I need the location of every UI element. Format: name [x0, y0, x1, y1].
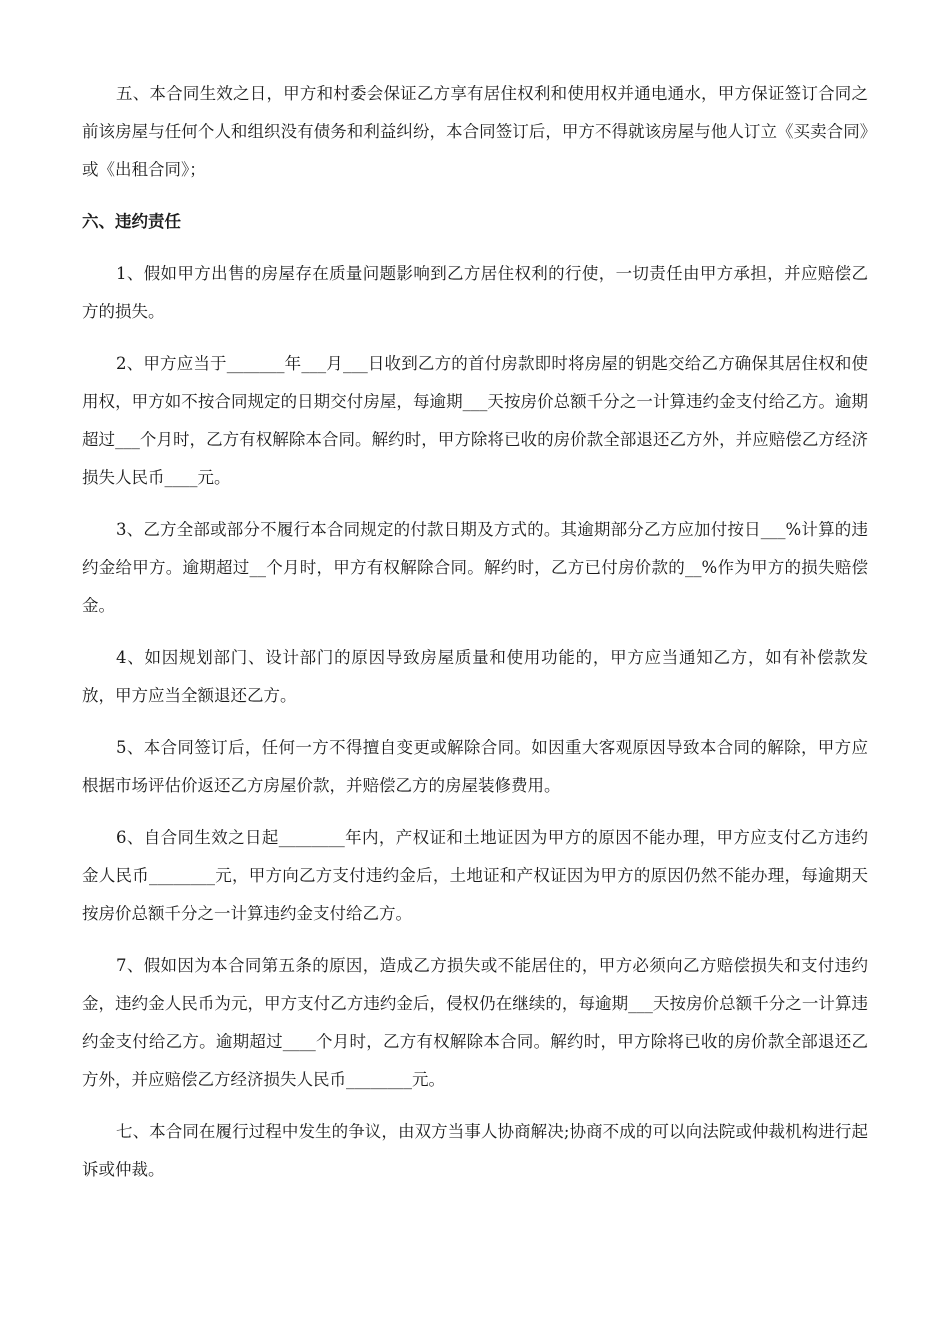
- spacer: [82, 1099, 868, 1113]
- spacer: [82, 715, 868, 729]
- liability-item-7: 7、假如因为本合同第五条的原因，造成乙方损失或不能居住的，甲方必须向乙方赔偿损失和支付违约金，违约金人民币为元，甲方支付乙方违约金后，侵权仍在继续的，每逾期___天按房价总额千分之一计算违约金支付给乙方。逾期超过____个月时，乙方有权解除本合同。解约时，甲方除将已收的房价款全部退还乙方外，并应赔偿乙方经济损失人民币________元。: [82, 956, 868, 1089]
- spacer: [82, 625, 868, 639]
- clause-5-paragraph: 五、本合同生效之日，甲方和村委会保证乙方享有居住权利和使用权并通电通水，甲方保证签订合同之前该房屋与任何个人和组织没有债务和利益纠纷，本合同签订后，甲方不得就该房屋与他人订立《买卖合同》或《出租合同》；: [82, 84, 868, 179]
- spacer: [82, 241, 868, 255]
- spacer: [82, 805, 868, 819]
- clause-7-paragraph: 七、本合同在履行过程中发生的争议，由双方当事人协商解决;协商不成的可以向法院或仲裁机构进行起诉或仲裁。: [82, 1122, 868, 1179]
- section-6-heading: 六、违约责任: [82, 212, 181, 231]
- contract-body: [82, 75, 868, 1189]
- spacer: [82, 189, 868, 203]
- liability-item-1: 1、假如甲方出售的房屋存在质量问题影响到乙方居住权利的行使，一切责任由甲方承担，并应赔偿乙方的损失。: [82, 264, 868, 321]
- liability-item-3: 3、乙方全部或部分不履行本合同规定的付款日期及方式的。其逾期部分乙方应加付按日___%计算的违约金给甲方。逾期超过__个月时，甲方有权解除合同。解约时，乙方已付房价款的__%作为甲方的损失赔偿金。: [82, 520, 868, 615]
- liability-item-5: 5、本合同签订后，任何一方不得擅自变更或解除合同。如因重大客观原因导致本合同的解除，甲方应根据市场评估价返还乙方房屋价款，并赔偿乙方的房屋装修费用。: [82, 738, 868, 795]
- liability-item-6: 6、自合同生效之日起________年内，产权证和土地证因为甲方的原因不能办理，甲方应支付乙方违约金人民币________元，甲方向乙方支付违约金后，土地证和产权证因为甲方的原因仍然不能办理，每逾期天按房价总额千分之一计算违约金支付给乙方。: [82, 828, 868, 923]
- spacer: [82, 497, 868, 511]
- liability-item-2: 2、甲方应当于_______年___月___日收到乙方的首付房款即时将房屋的钥匙交给乙方确保其居住权和使用权，甲方如不按合同规定的日期交付房屋，每逾期___天按房价总额千分之一计算违约金支付给乙方。逾期超过___个月时，乙方有权解除本合同。解约时，甲方除将已收的房价款全部退还乙方外，并应赔偿乙方经济损失人民币____元。: [82, 354, 868, 487]
- liability-item-4: 4、如因规划部门、设计部门的原因导致房屋质量和使用功能的，甲方应当通知乙方，如有补偿款发放，甲方应当全额退还乙方。: [82, 648, 868, 705]
- spacer: [82, 933, 868, 947]
- spacer: [82, 331, 868, 345]
